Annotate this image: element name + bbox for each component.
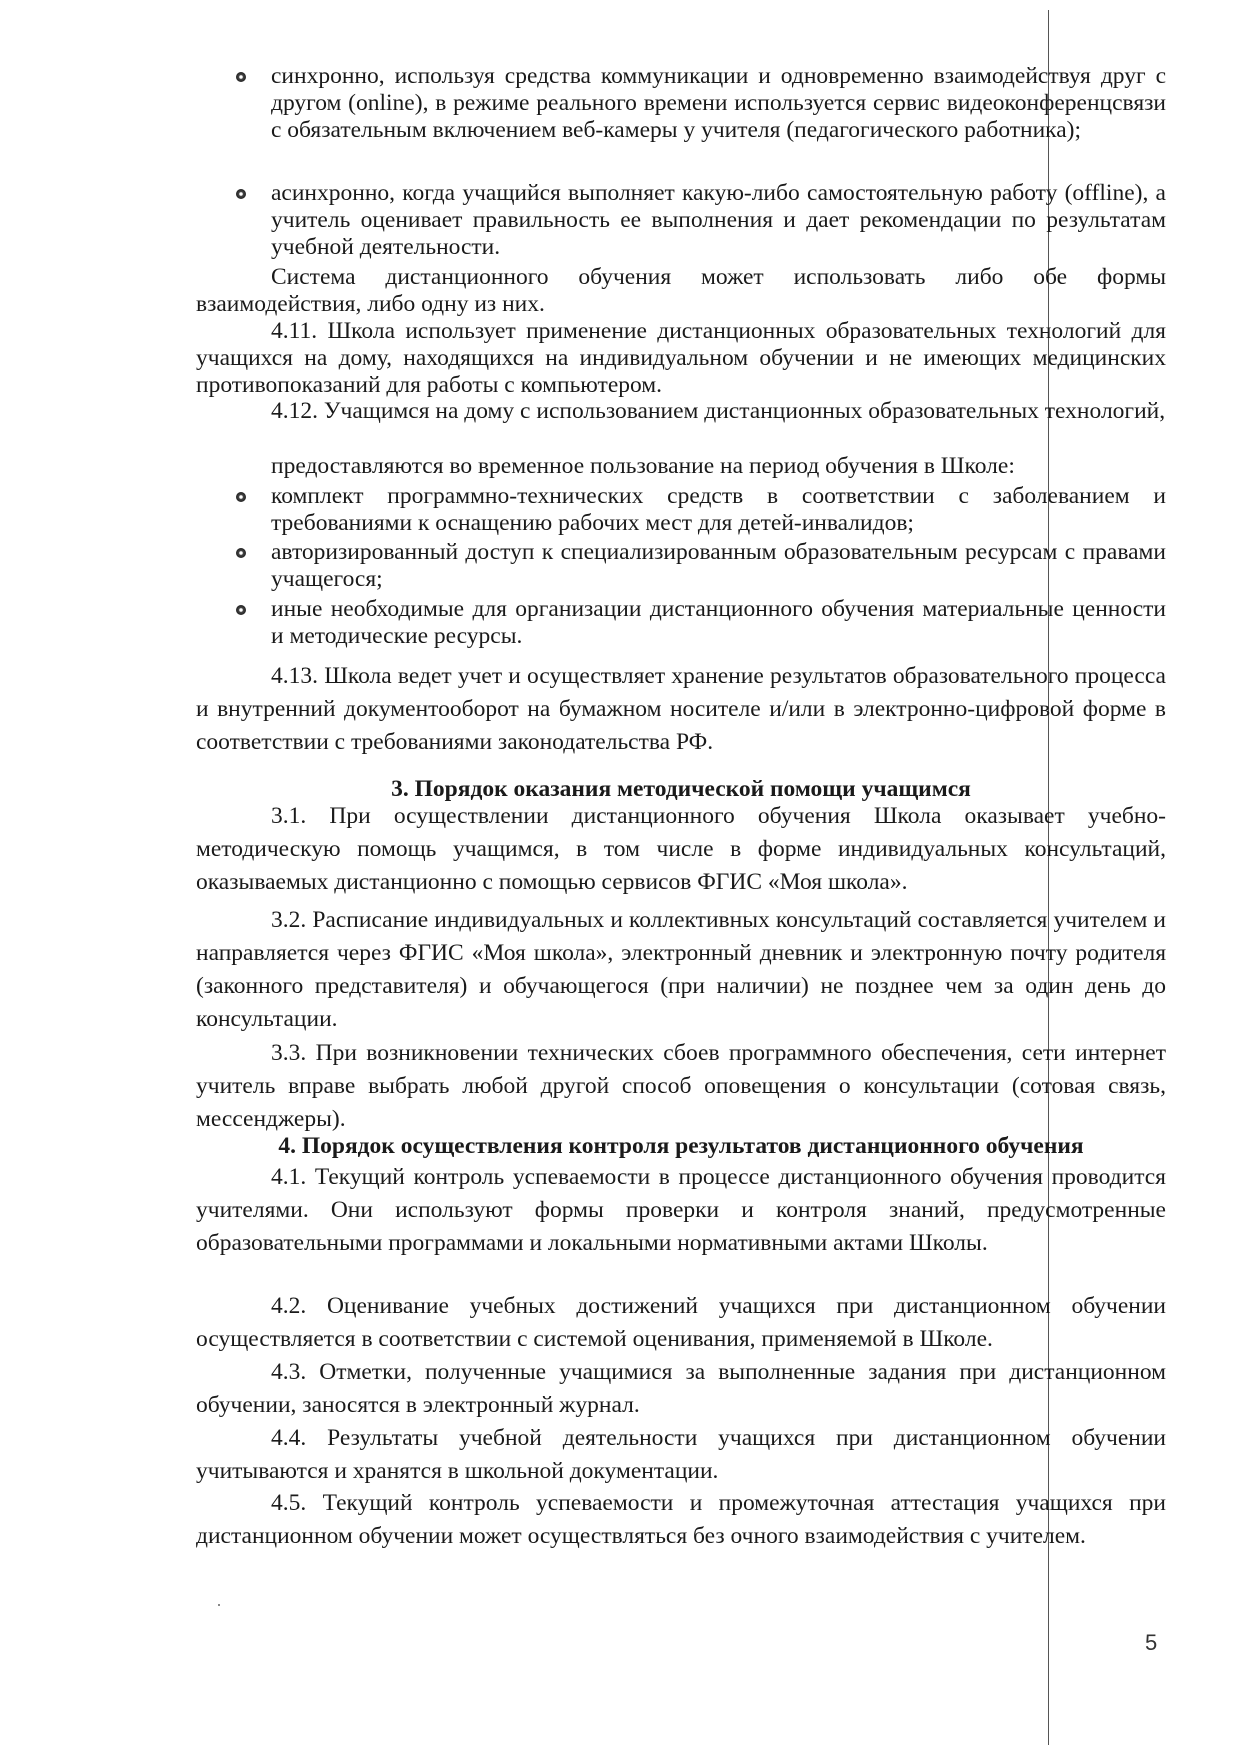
list-item-text: синхронно, используя средства коммуникации и одновременно взаимодействуя друг с другом (online), в режиме реального времени используется сервис видеоконференцсвязи с обязательным включением веб-камеры у учителя (педагогического работника); (271, 63, 1166, 143)
page-number: 5 (1145, 1630, 1158, 1655)
list-item-text: иные необходимые для организации дистанционного обучения материальные ценности и методические ресурсы. (271, 596, 1166, 649)
list-item-text: асинхронно, когда учащийся выполняет какую-либо самостоятельную работу (offline), а учитель оценивает правильность ее выполнения и дает рекомендации по результатам учебной деятельности. (271, 180, 1166, 260)
scan-speck (218, 1604, 220, 1606)
paragraph: 3.1. При осуществлении дистанционного обучения Школа оказывает учебно-методическую помощь учащимся, в том числе в форме индивидуальных консультаций, оказываемых дистанционно с помощью сервисов ФГИС «Моя школа». (196, 803, 1166, 895)
paragraph: 3.2. Расписание индивидуальных и коллективных консультаций составляется учителем и направляется через ФГИС «Моя школа», электронный дневник и электронную почту родителя (законного представителя) и обучающегося (при наличии) не позднее чем за один день до консультации. (196, 907, 1166, 1032)
paragraph: 4.13. Школа ведет учет и осуществляет хранение результатов образовательного процесса и внутренний документооборот на бумажном носителе и/или в электронно-цифровой форме в соответствии с требованиями законодательства РФ. (196, 663, 1166, 755)
list-item (196, 483, 1166, 537)
bullet-icon (236, 548, 246, 558)
paragraph: 3.3. При возникновении технических сбоев программного обеспечения, сети интернет учитель вправе выбрать любой другой способ оповещения о консультации (сотовая связь, мессенджеры). (196, 1040, 1166, 1132)
bullet-icon (236, 492, 246, 502)
bullet-icon (236, 189, 246, 199)
paragraph: предоставляются во временное пользование на период обучения в Школе: (271, 453, 1015, 479)
bullet-icon (236, 605, 246, 615)
paragraph: 4.5. Текущий контроль успеваемости и промежуточная аттестация учащихся при дистанционном обучении может осуществляться без очного взаимодействия с учителем. (196, 1490, 1166, 1549)
section-heading: 3. Порядок оказания методической помощи учащимся (391, 776, 971, 802)
list-item-text: авторизированный доступ к специализированным образовательным ресурсам с правами учащегося; (271, 539, 1166, 592)
list-item (196, 180, 1166, 261)
section-heading: 4. Порядок осуществления контроля результатов дистанционного обучения (278, 1133, 1084, 1159)
list-item (196, 63, 1166, 144)
paragraph: 4.1. Текущий контроль успеваемости в процессе дистанционного обучения проводится учителями. Они используют формы проверки и контроля знаний, предусмотренные образовательными программами и локальными нормативными актами Школы. (196, 1164, 1166, 1256)
paragraph: 4.2. Оценивание учебных достижений учащихся при дистанционном обучении осуществляется в соответствии с системой оценивания, применяемой в Школе. (196, 1293, 1166, 1352)
paragraph: 4.3. Отметки, полученные учащимися за выполненные задания при дистанционном обучении, заносятся в электронный журнал. (196, 1359, 1166, 1418)
paragraph: 4.4. Результаты учебной деятельности учащихся при дистанционном обучении учитываются и хранятся в школьной документации. (196, 1425, 1166, 1484)
paragraph: 4.12. Учащимся на дому с использованием дистанционных образовательных технологий, (271, 398, 1166, 424)
list-item (196, 539, 1166, 593)
bullet-icon (236, 72, 246, 82)
list-item (196, 596, 1166, 650)
list-item-text: комплект программно-технических средств в соответствии с заболеванием и требованиями к оснащению рабочих мест для детей-инвалидов; (271, 483, 1166, 536)
paragraph: Система дистанционного обучения может использовать либо обе формы взаимодействия, либо одну из них. (196, 264, 1166, 317)
paragraph: 4.11. Школа использует применение дистанционных образовательных технологий для учащихся на дому, находящихся на индивидуальном обучении и не имеющих медицинских противопоказаний для работы с компьютером. (196, 318, 1166, 398)
